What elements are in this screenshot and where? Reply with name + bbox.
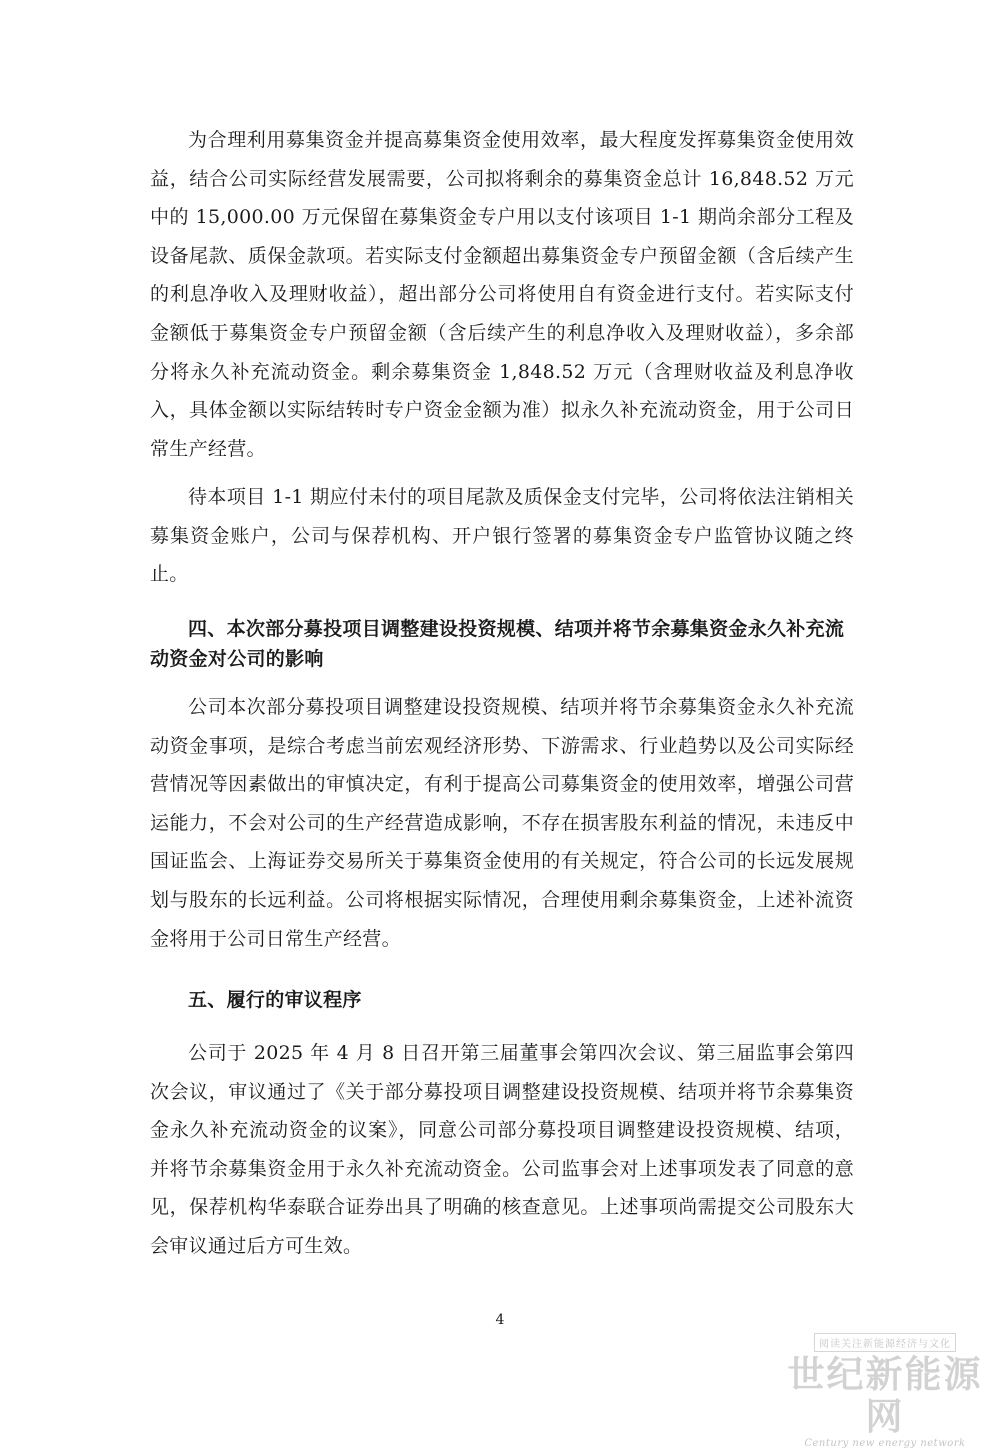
body-paragraph: 公司本次部分募投项目调整建设投资规模、结项并将节余募集资金永久补充流动资金事项，是综合考虑当前宏观经济形势、下游需求、行业趋势以及公司实际经营情况等因素做出的审慎决定，有利于提高公司募集资金的使用效率，增强公司营运能力，不会对公司的生产经营造成影响，不存在损害股东利益的情况，未违反中国证监会、上海证券交易所关于募集资金使用的有关规定，符合公司的长远发展规划与股东的长远利益。公司将根据实际情况，合理使用剩余募集资金，上述补流资金将用于公司日常生产经营。: [150, 696, 854, 950]
body-paragraph: 公司于 2025 年 4 月 8 日召开第三届董事会第四次会议、第三届监事会第四次会议，审议通过了《关于部分募投项目调整建设投资规模、结项并将节余募集资金永久补充流动资金的议案》，同意公司部分募投项目调整建设投资规模、结项，并将节余募集资金用于永久补充流动资金。公司监事会对上述事项发表了同意的意见，保荐机构华泰联合证券出具了明确的核查意见。上述事项尚需提交公司股东大会审议通过后方可生效。: [150, 1042, 854, 1257]
watermark-english: Century new energy network: [804, 1438, 966, 1449]
body-paragraph: 待本项目 1-1 期应付未付的项目尾款及质保金支付完毕，公司将依法注销相关募集资金账户，公司与保荐机构、开户银行签署的募集资金专户监管协议随之终止。: [150, 486, 854, 586]
watermark-slogan: 阅读关注新能源经济与文化: [814, 1333, 956, 1352]
section-heading: 四、本次部分募投项目调整建设投资规模、结项并将节余募集资金永久补充流动资金对公司的影响: [150, 618, 845, 670]
page-number: 4: [495, 1312, 505, 1328]
watermark-logo: [780, 1332, 990, 1449]
body-paragraph: 为合理利用募集资金并提高募集资金使用效率，最大程度发挥募集资金使用效益，结合公司实际经营发展需要，公司拟将剩余的募集资金总计 16,848.52 万元中的 15,000.00 万元保留在募集资金专户用以支付该项目 1-1 期尚余部分工程及设备尾款、质保金款项。若实际支付金额超出募集资金专户预留金额（含后续产生的利息净收入及理财收益），超出部分公司将使用自有资金进行支付。若实际支付金额低于募集资金专户预留金额（含后续产生的利息净收入及理财收益），多余部分将永久补充流动资金。剩余募集资金 1,848.52 万元（含理财收益及利息净收入，具体金额以实际结转时专户资金金额为准）拟永久补充流动资金，用于公司日常生产经营。: [150, 129, 854, 460]
section-heading: 五、履行的审议程序: [188, 989, 362, 1011]
watermark-brand: 世纪新能源网: [787, 1353, 983, 1438]
